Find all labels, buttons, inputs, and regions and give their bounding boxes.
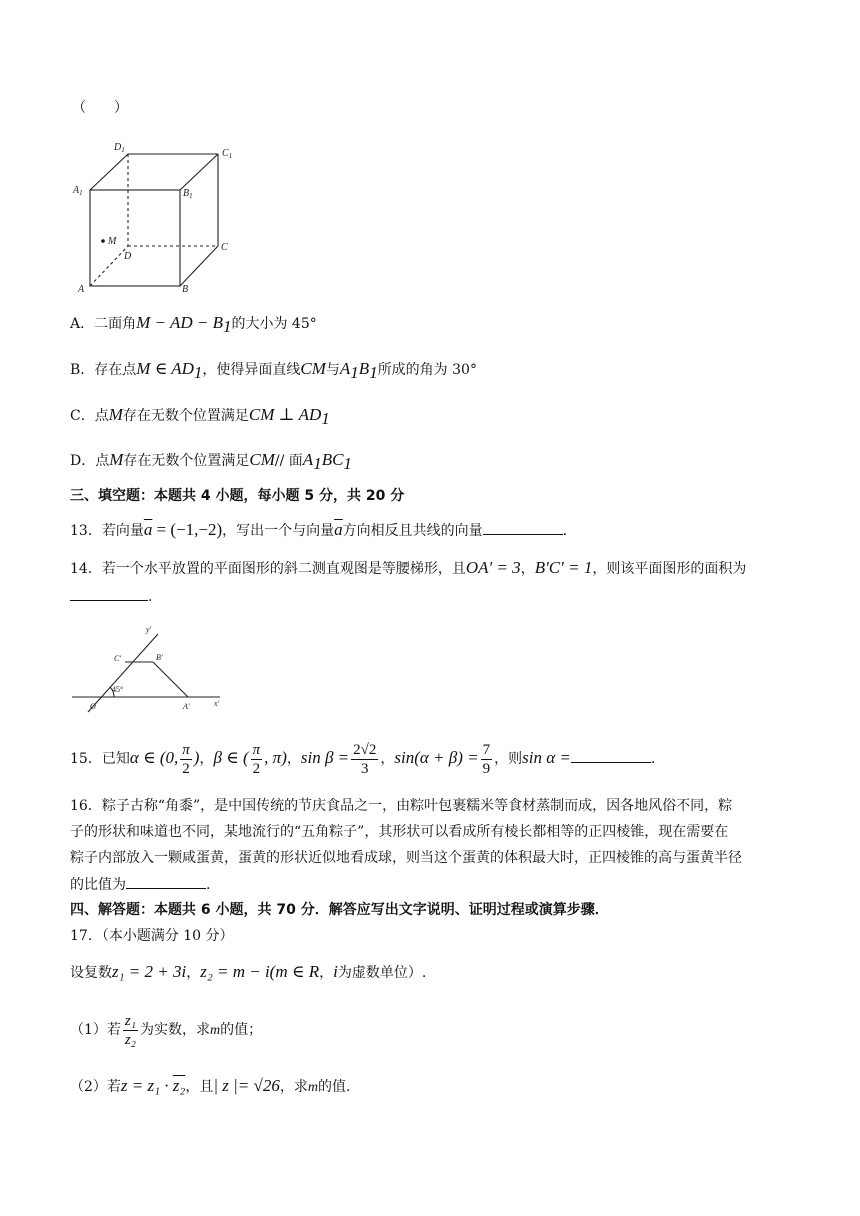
label-o: O — [90, 702, 96, 711]
question-17-part-2: （2）若z = z₁ · z₂，且| z |= √26，求m的值. — [70, 1076, 351, 1095]
option-c: C．点M存在无数个位置满足CM ⊥ $AD_1$ — [70, 405, 330, 428]
label-b1: $B_1$ — [183, 188, 193, 200]
label-d: D — [124, 251, 132, 262]
label-a1: $A_1$ — [73, 185, 83, 197]
label-a-prime: A′ — [183, 702, 190, 711]
question-16-line-2: 子的形状和味道也不同，某地流行的“五角粽子”，其形状可以看成所有棱长都相等的正四棱锥，现在需要在 — [70, 824, 729, 840]
question-15: 15．已知α ∈ (0, $\frac{\pi}{2}$ )，β ∈ ( $\frac{\pi}{2}$ , π)，sin β = $\frac{2√2}{3}$ ，sin(α + β) = $\frac{7}{9}$ ，则sin α = . — [70, 741, 656, 777]
trapezoid-figure — [70, 620, 240, 715]
question-17-part-1: （1）若 $\frac{\text{z₁}}{\text{z₂}}$ 为实数，求m的值； — [70, 1012, 263, 1048]
label-b: B — [182, 284, 189, 295]
label-d1: $D_1$ — [114, 142, 125, 154]
question-14-blank: . — [70, 586, 152, 607]
question-16-line-1: 16．粽子古称“角黍”，是中国传统的节庆食品之一，由粽叶包裹糯米等食材蒸制而成，因各地风俗不同，粽 — [70, 798, 733, 814]
question-16-line-4: 的比值为 . — [70, 874, 210, 895]
option-d: D．点M存在无数个位置满足CM// 面$A_1BC_1$ — [70, 450, 352, 473]
option-b: B．存在点M ∈ $AD_1$，使得异面直线CM与$A_1B_1$所成的角为 30° — [70, 359, 477, 382]
label-c1: $C_1$ — [222, 148, 233, 160]
cube-figure — [70, 138, 250, 298]
question-17-title: 17．（本小题满分 10 分） — [70, 928, 234, 944]
label-x: x′ — [214, 699, 220, 708]
label-y: y′ — [146, 625, 152, 634]
label-angle: 45° — [112, 685, 124, 694]
question-17-stem: 设复数z₁ = 2 + 3i，z₂ = m − i(m ∈ R，i为虚数单位）. — [70, 962, 427, 981]
label-c-prime: C′ — [114, 654, 122, 663]
label-a: A — [78, 284, 85, 295]
question-13: 13．若向量$\overline{a} = (-1,-2)$，写出一个与向量$\overline{a}$方向相反且共线的向量 . — [70, 520, 568, 539]
label-b-prime: B′ — [156, 653, 163, 662]
section-3-heading: 三、填空题：本题共 4 小题，每小题 5 分，共 20 分 — [70, 488, 405, 504]
label-m: M — [108, 236, 117, 247]
question-14: 14．若一个水平放置的平面图形的斜二测直观图是等腰梯形，且OA′ = 3，B′C′ = 1，则该平面图形的面积为 — [70, 558, 747, 577]
question-paren: （ ） — [72, 100, 128, 116]
question-16-line-3: 粽子内部放入一颗咸蛋黄，蛋黄的形状近似地看成球，则当这个蛋黄的体积最大时，正四棱锥的高与蛋黄半径 — [70, 850, 742, 866]
label-c: C — [221, 242, 228, 253]
section-4-heading: 四、解答题：本题共 6 小题，共 70 分．解答应写出文字说明、证明过程或演算步骤． — [70, 902, 609, 918]
point-m — [101, 239, 105, 243]
option-a: A．二面角M − AD − $B_1$的大小为 45° — [70, 313, 317, 336]
